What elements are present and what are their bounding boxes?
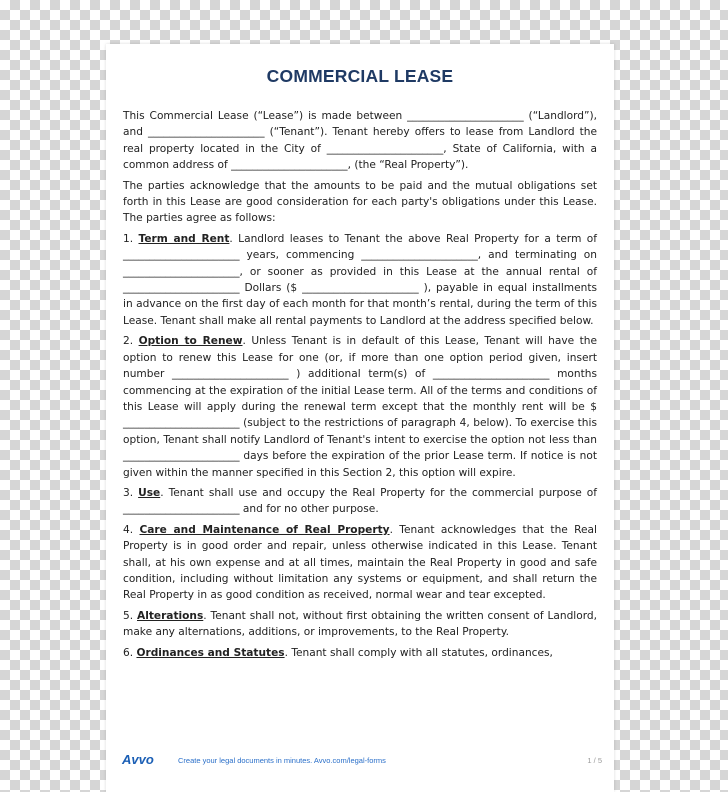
section-heading: Alterations: [137, 609, 204, 622]
section-text: . Tenant shall comply with all statutes, ordinances,: [284, 646, 553, 659]
section-number: 3.: [123, 486, 134, 499]
section-heading: Term and Rent: [138, 232, 230, 245]
section-alterations: [123, 608, 597, 641]
document-body: [123, 108, 597, 665]
section-number: 1.: [123, 232, 134, 245]
page-footer: [120, 750, 602, 770]
section-heading: Ordinances and Statutes: [136, 646, 285, 659]
section-care-and-maintenance: [123, 522, 597, 604]
section-text: . Unless Tenant is in default of this Lease, Tenant will have the option to renew this Lease for one (or, if more than one option period given, insert number ______________________ ) additional term(s) of ______________________ months commencing at the expiration of the initial Lease term. All of the terms and conditions of this Lease will apply during the renewal term except that the monthly rent will be $ ______________________ (subject to the restrictions of paragraph 4, below). To exercise this option, Tenant shall notify Landlord of Tenant's intent to exercise the option not less than ______________________ days before the expiration of the prior Lease term. If notice is not given within the manner specified in this Section 2, this option will expire.: [123, 335, 597, 479]
section-text: . Landlord leases to Tenant the above Real Property for a term of ______________________ years, commencing ______________________, and terminating on ______________________, or sooner as provided in this Lease at the annual rental of ______________________ Dollars ($ ______________________ ), payable in equal installments in advance on the first day of each month for that month’s rental, during the term of this Lease. Tenant shall make all rental payments to Landlord at the address specified below.: [123, 232, 597, 327]
section-heading: Care and Maintenance of Real Property: [139, 523, 390, 536]
section-ordinances-and-statutes: [123, 645, 597, 661]
paragraph-intro-consideration: [123, 178, 597, 227]
section-option-to-renew: [123, 333, 597, 481]
avvo-logo[interactable]: Avvo: [122, 752, 154, 767]
section-number: 2.: [123, 335, 134, 348]
section-text: . Tenant shall not, without first obtaining the written consent of Landlord, make any alternations, additions, or improvements, to the Real Property.: [123, 609, 597, 639]
document-title: COMMERCIAL LEASE: [266, 66, 454, 86]
section-number: 6.: [123, 646, 134, 659]
document-page: [106, 44, 614, 792]
paragraph-intro-parties: [123, 108, 597, 174]
section-text: . Tenant acknowledges that the Real Property is in good order and repair, unless otherwise indicated in this Lease. Tenant shall, at his own expense and at all times, maintain the Real Property in good and safe condition, including without limitation any systems or equipment, and shall return the Real Property in as good condition as received, normal wear and tear excepted.: [123, 523, 597, 602]
paragraph-text: This Commercial Lease (“Lease”) is made between ______________________ (“Landlord”), and ______________________ (“Tenant”). Tenant hereby offers to lease from Landlord the real property located in the City of ______________________, State of California, with a common address of ______________________, (the “Real Property”).: [123, 110, 597, 172]
section-heading: Option to Renew: [138, 335, 243, 348]
section-use: [123, 485, 597, 518]
section-heading: Use: [138, 486, 161, 499]
section-number: 5.: [123, 609, 134, 622]
section-number: 4.: [123, 523, 134, 536]
section-text: . Tenant shall use and occupy the Real Property for the commercial purpose of ______________________ and for no other purpose.: [123, 486, 597, 516]
page-number: 1 / 5: [587, 756, 602, 765]
footer-tagline-link[interactable]: Create your legal documents in minutes. Avvo.com/legal-forms: [178, 756, 386, 765]
section-term-and-rent: [123, 231, 597, 329]
paragraph-text: The parties acknowledge that the amounts to be paid and the mutual obligations set forth in this Lease are good consideration for each party's obligations under this Lease. The parties agree as follows:: [123, 179, 597, 225]
